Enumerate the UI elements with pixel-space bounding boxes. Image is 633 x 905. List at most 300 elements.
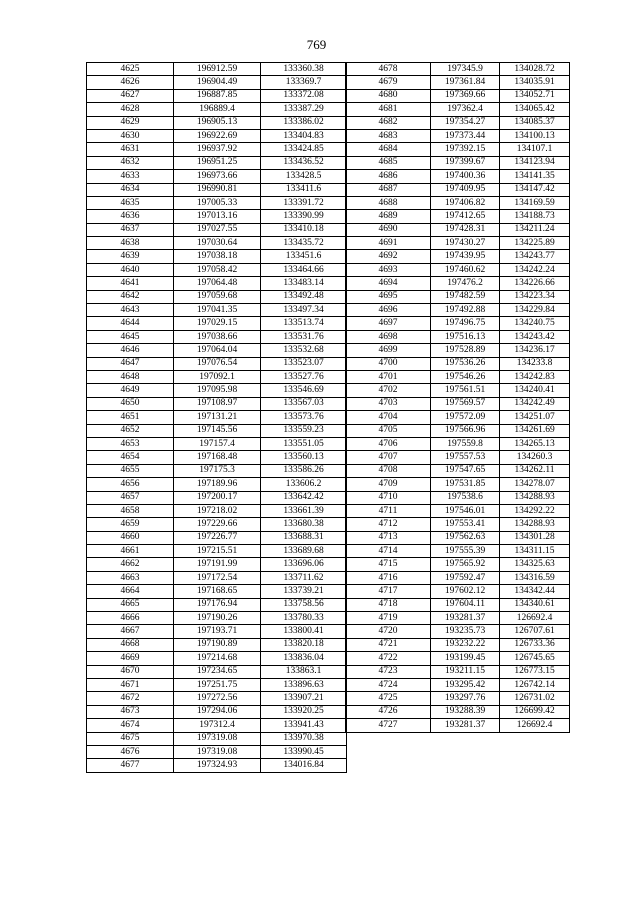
table-row <box>87 478 347 491</box>
y-coordinate-cell: 133896.63 <box>261 678 347 691</box>
point-number-cell: 4639 <box>87 250 174 263</box>
y-coordinate-cell: 133970.38 <box>261 732 347 745</box>
table-row <box>346 170 570 183</box>
y-coordinate-cell: 126692.4 <box>500 612 570 625</box>
x-coordinate-cell: 197555.39 <box>431 545 500 558</box>
table-row <box>87 665 347 678</box>
x-coordinate-cell: 197559.8 <box>431 437 500 450</box>
x-coordinate-cell: 197476.2 <box>431 277 500 290</box>
x-coordinate-cell: 197553.41 <box>431 518 500 531</box>
table-row <box>87 424 347 437</box>
table-row <box>87 491 347 504</box>
point-number-cell: 4721 <box>346 638 431 651</box>
y-coordinate-cell: 133428.5 <box>261 170 347 183</box>
x-coordinate-cell: 196951.25 <box>174 156 261 169</box>
y-coordinate-cell: 134243.42 <box>500 330 570 343</box>
x-coordinate-cell: 196887.85 <box>174 89 261 102</box>
x-coordinate-cell: 197319.08 <box>174 732 261 745</box>
x-coordinate-cell: 197400.36 <box>431 170 500 183</box>
x-coordinate-cell: 197592.47 <box>431 571 500 584</box>
table-row <box>346 210 570 223</box>
table-row <box>87 598 347 611</box>
table-row <box>87 384 347 397</box>
point-number-cell: 4665 <box>87 598 174 611</box>
point-number-cell: 4709 <box>346 478 431 491</box>
point-number-cell: 4637 <box>87 223 174 236</box>
table-row <box>87 290 347 303</box>
page-number: 769 <box>306 37 327 52</box>
point-number-cell: 4660 <box>87 531 174 544</box>
y-coordinate-cell: 134211.24 <box>500 223 570 236</box>
point-number-cell: 4673 <box>87 705 174 718</box>
point-number-cell: 4677 <box>87 759 174 772</box>
table-row <box>346 344 570 357</box>
x-coordinate-cell: 197064.04 <box>174 344 261 357</box>
table-row <box>346 437 570 450</box>
point-number-cell: 4674 <box>87 719 174 732</box>
table-row <box>87 652 347 665</box>
point-number-cell: 4692 <box>346 250 431 263</box>
y-coordinate-cell: 134223.34 <box>500 290 570 303</box>
point-number-cell: 4691 <box>346 237 431 250</box>
x-coordinate-cell: 197189.96 <box>174 478 261 491</box>
table-row <box>87 705 347 718</box>
x-coordinate-cell: 196889.4 <box>174 103 261 116</box>
point-number-cell: 4710 <box>346 491 431 504</box>
point-number-cell: 4644 <box>87 317 174 330</box>
table-row <box>346 129 570 142</box>
y-coordinate-cell: 134052.71 <box>500 89 570 102</box>
y-coordinate-cell: 133689.68 <box>261 545 347 558</box>
x-coordinate-cell: 197399.67 <box>431 156 500 169</box>
y-coordinate-cell: 133497.34 <box>261 304 347 317</box>
y-coordinate-cell: 134065.42 <box>500 103 570 116</box>
table-row <box>87 116 347 129</box>
y-coordinate-cell: 133642.42 <box>261 491 347 504</box>
x-coordinate-cell: 197428.31 <box>431 223 500 236</box>
point-number-cell: 4695 <box>346 290 431 303</box>
table-row <box>87 89 347 102</box>
table-row <box>346 545 570 558</box>
point-number-cell: 4712 <box>346 518 431 531</box>
x-coordinate-cell: 197029.15 <box>174 317 261 330</box>
table-row <box>87 304 347 317</box>
point-number-cell: 4651 <box>87 411 174 424</box>
table-row <box>87 129 347 142</box>
x-coordinate-cell: 197038.18 <box>174 250 261 263</box>
point-number-cell: 4672 <box>87 692 174 705</box>
point-number-cell: 4719 <box>346 612 431 625</box>
x-coordinate-cell: 197528.89 <box>431 344 500 357</box>
y-coordinate-cell: 134311.15 <box>500 545 570 558</box>
y-coordinate-cell: 133527.76 <box>261 370 347 383</box>
table-row <box>346 237 570 250</box>
x-coordinate-cell: 197145.56 <box>174 424 261 437</box>
y-coordinate-cell: 133696.06 <box>261 558 347 571</box>
x-coordinate-cell: 197412.65 <box>431 210 500 223</box>
y-coordinate-cell: 126773.15 <box>500 665 570 678</box>
point-number-cell: 4687 <box>346 183 431 196</box>
table-row <box>346 558 570 571</box>
table-row <box>346 491 570 504</box>
coordinates-table-right <box>345 62 570 733</box>
y-coordinate-cell: 133360.38 <box>261 63 347 76</box>
table-row <box>346 196 570 209</box>
x-coordinate-cell: 197095.98 <box>174 384 261 397</box>
y-coordinate-cell: 126745.65 <box>500 652 570 665</box>
x-coordinate-cell: 197354.27 <box>431 116 500 129</box>
point-number-cell: 4631 <box>87 143 174 156</box>
table-row <box>346 103 570 116</box>
x-coordinate-cell: 197345.9 <box>431 63 500 76</box>
table-row <box>346 263 570 276</box>
point-number-cell: 4690 <box>346 223 431 236</box>
point-number-cell: 4696 <box>346 304 431 317</box>
y-coordinate-cell: 134236.17 <box>500 344 570 357</box>
y-coordinate-cell: 134107.1 <box>500 143 570 156</box>
x-coordinate-cell: 197092.1 <box>174 370 261 383</box>
x-coordinate-cell: 197460.62 <box>431 263 500 276</box>
y-coordinate-cell: 134188.73 <box>500 210 570 223</box>
x-coordinate-cell: 197038.66 <box>174 330 261 343</box>
table-row <box>87 451 347 464</box>
point-number-cell: 4629 <box>87 116 174 129</box>
y-coordinate-cell: 133941.43 <box>261 719 347 732</box>
x-coordinate-cell: 197572.09 <box>431 411 500 424</box>
table-row <box>87 143 347 156</box>
point-number-cell: 4628 <box>87 103 174 116</box>
x-coordinate-cell: 197392.15 <box>431 143 500 156</box>
x-coordinate-cell: 197561.51 <box>431 384 500 397</box>
x-coordinate-cell: 197566.96 <box>431 424 500 437</box>
y-coordinate-cell: 134342.44 <box>500 585 570 598</box>
x-coordinate-cell: 197175.3 <box>174 464 261 477</box>
y-coordinate-cell: 133780.33 <box>261 612 347 625</box>
table-row <box>346 143 570 156</box>
y-coordinate-cell: 133990.45 <box>261 745 347 758</box>
y-coordinate-cell: 133680.38 <box>261 518 347 531</box>
table-row <box>87 678 347 691</box>
table-row <box>346 424 570 437</box>
table-row <box>346 330 570 343</box>
table-row <box>87 612 347 625</box>
x-coordinate-cell: 197565.92 <box>431 558 500 571</box>
x-coordinate-cell: 196990.81 <box>174 183 261 196</box>
table-row <box>87 170 347 183</box>
y-coordinate-cell: 134292.22 <box>500 504 570 517</box>
y-coordinate-cell: 134242.83 <box>500 370 570 383</box>
point-number-cell: 4636 <box>87 210 174 223</box>
point-number-cell: 4706 <box>346 437 431 450</box>
point-number-cell: 4662 <box>87 558 174 571</box>
y-coordinate-cell: 134325.63 <box>500 558 570 571</box>
table-row <box>87 504 347 517</box>
table-row <box>87 397 347 410</box>
y-coordinate-cell: 134340.61 <box>500 598 570 611</box>
y-coordinate-cell: 133523.07 <box>261 357 347 370</box>
point-number-cell: 4676 <box>87 745 174 758</box>
y-coordinate-cell: 134085.37 <box>500 116 570 129</box>
y-coordinate-cell: 133532.68 <box>261 344 347 357</box>
table-row <box>346 411 570 424</box>
y-coordinate-cell: 134035.91 <box>500 76 570 89</box>
table-row <box>87 545 347 558</box>
point-number-cell: 4716 <box>346 571 431 584</box>
y-coordinate-cell: 126699.42 <box>500 705 570 718</box>
point-number-cell: 4625 <box>87 63 174 76</box>
x-coordinate-cell: 197076.54 <box>174 357 261 370</box>
table-row <box>346 223 570 236</box>
table-body <box>87 63 347 773</box>
table-row <box>87 585 347 598</box>
table-row <box>346 357 570 370</box>
table-row <box>87 370 347 383</box>
table-row <box>346 116 570 129</box>
y-coordinate-cell: 134240.75 <box>500 317 570 330</box>
y-coordinate-cell: 133573.76 <box>261 411 347 424</box>
x-coordinate-cell: 197200.17 <box>174 491 261 504</box>
point-number-cell: 4722 <box>346 652 431 665</box>
y-coordinate-cell: 133920.25 <box>261 705 347 718</box>
x-coordinate-cell: 197546.01 <box>431 504 500 517</box>
y-coordinate-cell: 133688.31 <box>261 531 347 544</box>
coordinates-table-left <box>86 62 347 773</box>
table-row <box>87 210 347 223</box>
x-coordinate-cell: 197041.35 <box>174 304 261 317</box>
x-coordinate-cell: 193199.45 <box>431 652 500 665</box>
y-coordinate-cell: 133404.83 <box>261 129 347 142</box>
x-coordinate-cell: 197215.51 <box>174 545 261 558</box>
y-coordinate-cell: 134260.3 <box>500 451 570 464</box>
y-coordinate-cell: 133451.6 <box>261 250 347 263</box>
table-row <box>87 571 347 584</box>
point-number-cell: 4725 <box>346 692 431 705</box>
x-coordinate-cell: 197406.82 <box>431 196 500 209</box>
point-number-cell: 4697 <box>346 317 431 330</box>
x-coordinate-cell: 197324.93 <box>174 759 261 772</box>
point-number-cell: 4707 <box>346 451 431 464</box>
point-number-cell: 4713 <box>346 531 431 544</box>
y-coordinate-cell: 133369.7 <box>261 76 347 89</box>
x-coordinate-cell: 197557.53 <box>431 451 500 464</box>
x-coordinate-cell: 193211.15 <box>431 665 500 678</box>
y-coordinate-cell: 134242.24 <box>500 263 570 276</box>
y-coordinate-cell: 134240.41 <box>500 384 570 397</box>
table-row <box>346 183 570 196</box>
point-number-cell: 4689 <box>346 210 431 223</box>
table-row <box>87 357 347 370</box>
table-row <box>87 732 347 745</box>
y-coordinate-cell: 133386.02 <box>261 116 347 129</box>
table-row <box>346 625 570 638</box>
table-row <box>346 692 570 705</box>
point-number-cell: 4653 <box>87 437 174 450</box>
table-row <box>346 518 570 531</box>
y-coordinate-cell: 134123.94 <box>500 156 570 169</box>
table-body <box>346 63 570 733</box>
point-number-cell: 4657 <box>87 491 174 504</box>
x-coordinate-cell: 197064.48 <box>174 277 261 290</box>
x-coordinate-cell: 197569.57 <box>431 397 500 410</box>
table-row <box>346 89 570 102</box>
table-row <box>346 451 570 464</box>
x-coordinate-cell: 197234.65 <box>174 665 261 678</box>
point-number-cell: 4683 <box>346 129 431 142</box>
point-number-cell: 4640 <box>87 263 174 276</box>
x-coordinate-cell: 197294.06 <box>174 705 261 718</box>
x-coordinate-cell: 193281.37 <box>431 612 500 625</box>
y-coordinate-cell: 133739.21 <box>261 585 347 598</box>
table-row <box>346 585 570 598</box>
y-coordinate-cell: 134225.89 <box>500 237 570 250</box>
y-coordinate-cell: 133560.13 <box>261 451 347 464</box>
point-number-cell: 4723 <box>346 665 431 678</box>
table-row <box>87 437 347 450</box>
point-number-cell: 4634 <box>87 183 174 196</box>
x-coordinate-cell: 197482.59 <box>431 290 500 303</box>
y-coordinate-cell: 133436.52 <box>261 156 347 169</box>
point-number-cell: 4641 <box>87 277 174 290</box>
table-row <box>346 370 570 383</box>
table-row <box>346 571 570 584</box>
y-coordinate-cell: 134147.42 <box>500 183 570 196</box>
table-row <box>87 759 347 772</box>
y-coordinate-cell: 134265.13 <box>500 437 570 450</box>
x-coordinate-cell: 197430.27 <box>431 237 500 250</box>
point-number-cell: 4698 <box>346 330 431 343</box>
table-row <box>87 63 347 76</box>
table-row <box>346 464 570 477</box>
table-row <box>346 397 570 410</box>
point-number-cell: 4704 <box>346 411 431 424</box>
x-coordinate-cell: 197369.66 <box>431 89 500 102</box>
table-row <box>87 330 347 343</box>
point-number-cell: 4666 <box>87 612 174 625</box>
table-row <box>87 625 347 638</box>
y-coordinate-cell: 133836.04 <box>261 652 347 665</box>
point-number-cell: 4718 <box>346 598 431 611</box>
x-coordinate-cell: 197168.65 <box>174 585 261 598</box>
point-number-cell: 4686 <box>346 170 431 183</box>
table-row <box>87 237 347 250</box>
y-coordinate-cell: 134141.35 <box>500 170 570 183</box>
point-number-cell: 4635 <box>87 196 174 209</box>
x-coordinate-cell: 196905.13 <box>174 116 261 129</box>
y-coordinate-cell: 134288.93 <box>500 491 570 504</box>
table-row <box>346 156 570 169</box>
point-number-cell: 4668 <box>87 638 174 651</box>
point-number-cell: 4649 <box>87 384 174 397</box>
x-coordinate-cell: 197547.65 <box>431 464 500 477</box>
x-coordinate-cell: 197176.94 <box>174 598 261 611</box>
point-number-cell: 4661 <box>87 545 174 558</box>
point-number-cell: 4667 <box>87 625 174 638</box>
table-row <box>346 384 570 397</box>
y-coordinate-cell: 134229.84 <box>500 304 570 317</box>
y-coordinate-cell: 133372.08 <box>261 89 347 102</box>
y-coordinate-cell: 134016.84 <box>261 759 347 772</box>
y-coordinate-cell: 133863.1 <box>261 665 347 678</box>
table-row <box>87 103 347 116</box>
y-coordinate-cell: 133411.6 <box>261 183 347 196</box>
point-number-cell: 4627 <box>87 89 174 102</box>
y-coordinate-cell: 133464.66 <box>261 263 347 276</box>
table-row <box>87 263 347 276</box>
table-row <box>87 183 347 196</box>
x-coordinate-cell: 197251.75 <box>174 678 261 691</box>
y-coordinate-cell: 126692.4 <box>500 719 570 732</box>
point-number-cell: 4669 <box>87 652 174 665</box>
y-coordinate-cell: 133531.76 <box>261 330 347 343</box>
x-coordinate-cell: 197193.71 <box>174 625 261 638</box>
x-coordinate-cell: 197168.48 <box>174 451 261 464</box>
x-coordinate-cell: 197496.75 <box>431 317 500 330</box>
point-number-cell: 4655 <box>87 464 174 477</box>
table-row <box>87 464 347 477</box>
y-coordinate-cell: 133606.2 <box>261 478 347 491</box>
table-row <box>87 223 347 236</box>
table-row <box>346 665 570 678</box>
x-coordinate-cell: 197604.11 <box>431 598 500 611</box>
point-number-cell: 4693 <box>346 263 431 276</box>
point-number-cell: 4630 <box>87 129 174 142</box>
x-coordinate-cell: 197005.33 <box>174 196 261 209</box>
point-number-cell: 4671 <box>87 678 174 691</box>
y-coordinate-cell: 133387.29 <box>261 103 347 116</box>
point-number-cell: 4684 <box>346 143 431 156</box>
point-number-cell: 4646 <box>87 344 174 357</box>
point-number-cell: 4701 <box>346 370 431 383</box>
table-row <box>346 652 570 665</box>
table-row <box>346 705 570 718</box>
point-number-cell: 4633 <box>87 170 174 183</box>
y-coordinate-cell: 133758.56 <box>261 598 347 611</box>
table-row <box>346 531 570 544</box>
x-coordinate-cell: 193297.76 <box>431 692 500 705</box>
point-number-cell: 4658 <box>87 504 174 517</box>
table-row <box>87 196 347 209</box>
point-number-cell: 4720 <box>346 625 431 638</box>
table-row <box>346 678 570 691</box>
y-coordinate-cell: 134226.66 <box>500 277 570 290</box>
y-coordinate-cell: 133567.03 <box>261 397 347 410</box>
point-number-cell: 4688 <box>346 196 431 209</box>
point-number-cell: 4681 <box>346 103 431 116</box>
table-row <box>87 745 347 758</box>
x-coordinate-cell: 193235.73 <box>431 625 500 638</box>
point-number-cell: 4699 <box>346 344 431 357</box>
point-number-cell: 4703 <box>346 397 431 410</box>
x-coordinate-cell: 197157.4 <box>174 437 261 450</box>
x-coordinate-cell: 197531.85 <box>431 478 500 491</box>
x-coordinate-cell: 197409.95 <box>431 183 500 196</box>
x-coordinate-cell: 197058.42 <box>174 263 261 276</box>
table-row <box>346 250 570 263</box>
point-number-cell: 4702 <box>346 384 431 397</box>
x-coordinate-cell: 197229.66 <box>174 518 261 531</box>
x-coordinate-cell: 197319.08 <box>174 745 261 758</box>
x-coordinate-cell: 197516.13 <box>431 330 500 343</box>
x-coordinate-cell: 197191.99 <box>174 558 261 571</box>
table-row <box>87 156 347 169</box>
y-coordinate-cell: 134233.8 <box>500 357 570 370</box>
x-coordinate-cell: 197362.4 <box>431 103 500 116</box>
table-row <box>87 411 347 424</box>
y-coordinate-cell: 133492.48 <box>261 290 347 303</box>
y-coordinate-cell: 134242.49 <box>500 397 570 410</box>
table-row <box>87 638 347 651</box>
y-coordinate-cell: 126742.14 <box>500 678 570 691</box>
